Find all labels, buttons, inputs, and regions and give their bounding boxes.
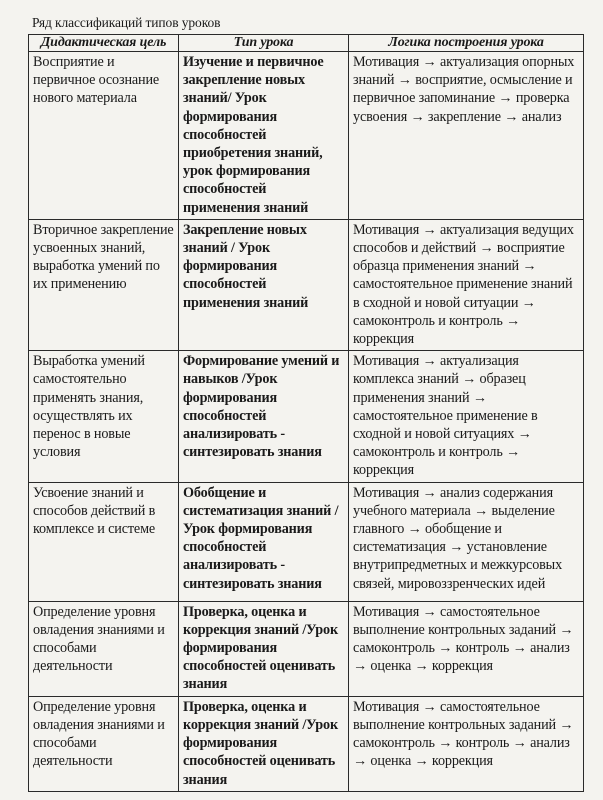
document-page	[28, 14, 583, 792]
type-cell: Закрепление новых знаний / Урок формирования способностей применения знаний	[179, 219, 349, 350]
goal-cell: Усвоение знаний и способов действий в комплексе и системе	[29, 482, 179, 601]
goal-cell: Определение уровня овладения знаниями и способами деятельности	[29, 696, 179, 791]
type-cell: Проверка, оценка и коррекция знаний /Урок формирования способностей оценивать знания	[179, 696, 349, 791]
logic-cell: Мотивация → актуализация опорных знаний → восприятие, осмысление и первичное запоминание → проверка усвоения → закрепление → анализ	[349, 52, 584, 220]
table-row	[29, 52, 584, 220]
goal-cell: Вторичное закрепление усвоенных знаний, выработка умений по их применению	[29, 219, 179, 350]
table-header-row	[29, 35, 584, 52]
document-title: Ряд классификаций типов уроков	[32, 15, 221, 30]
logic-cell: Мотивация → самостоятельное выполнение контрольных заданий → самоконтроль → контроль → анализ → оценка → коррекция	[349, 601, 584, 696]
table-row	[29, 696, 584, 791]
type-cell: Обобщение и систематизация знаний / Урок формирования способностей анализировать - синтезировать знания	[179, 482, 349, 601]
table-row	[29, 482, 584, 601]
goal-cell: Определение уровня овладения знаниями и способами деятельности	[29, 601, 179, 696]
type-cell: Проверка, оценка и коррекция знаний /Урок формирования способностей оценивать знания	[179, 601, 349, 696]
type-cell: Формирование умений и навыков /Урок формирования способностей анализировать - синтезировать знания	[179, 351, 349, 482]
table-row	[29, 219, 584, 350]
type-cell: Изучение и первичное закрепление новых знаний/ Урок формирования способностей приобретения знаний, урок формирования способностей применения знаний	[179, 52, 349, 220]
table-row	[29, 351, 584, 482]
logic-cell: Мотивация → самостоятельное выполнение контрольных заданий → самоконтроль → контроль → анализ → оценка → коррекция	[349, 696, 584, 791]
lesson-types-table	[28, 34, 584, 792]
header-lesson-logic: Логика построения урока	[349, 35, 584, 52]
logic-cell: Мотивация → актуализация комплекса знаний → образец применения знаний → самостоятельное применение в сходной и новой ситуациях → самоконтроль и контроль → коррекция	[349, 351, 584, 482]
header-lesson-type: Тип урока	[179, 35, 349, 52]
logic-cell: Мотивация → анализ содержания учебного материала → выделение главного → обобщение и систематизация → установление внутрипредметных и межкурсовых связей, мировоззренческих идей	[349, 482, 584, 601]
goal-cell: Восприятие и первичное осознание нового материала	[29, 52, 179, 220]
header-didactic-goal: Дидактическая цель	[29, 35, 179, 52]
table-row	[29, 601, 584, 696]
logic-cell: Мотивация → актуализация ведущих способов и действий → восприятие образца применения знаний → самостоятельное применение знаний в сходной и новой ситуации → самоконтроль и контроль → коррекция	[349, 219, 584, 350]
goal-cell: Выработка умений самостоятельно применять знания, осуществлять их перенос в новые условия	[29, 351, 179, 482]
